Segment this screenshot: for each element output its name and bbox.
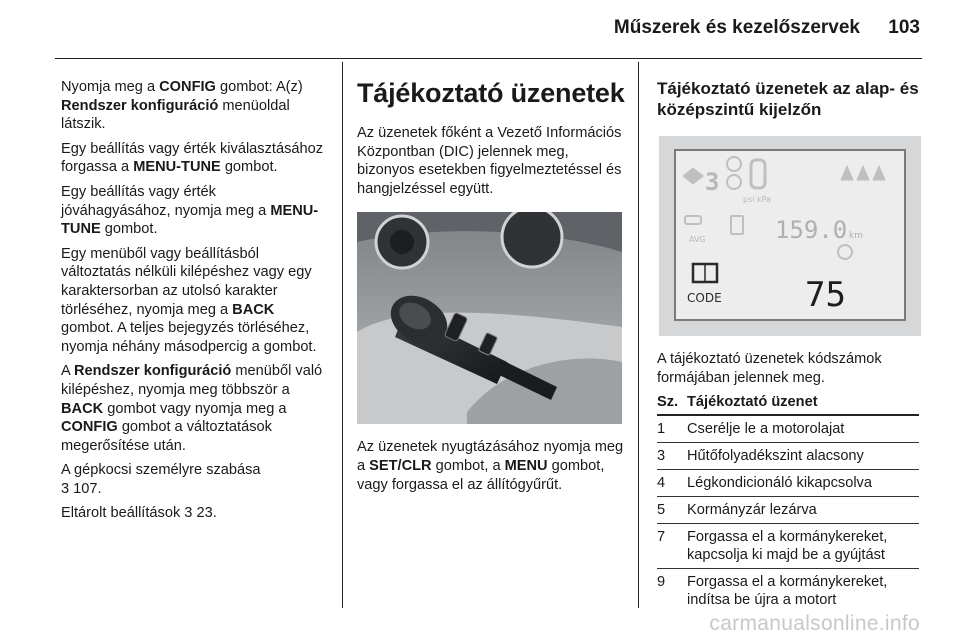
svg-text:AVG: AVG xyxy=(689,235,706,244)
cross-reference-link[interactable]: Eltárolt beállítások 3 23. xyxy=(61,505,217,522)
table-row: 3 Hűtőfolyadékszint alacsony xyxy=(657,442,919,469)
header-rule xyxy=(55,58,922,59)
paragraph: Az üzenetek nyugtázásához nyomja meg a SET/CLR gombot, a MENU gombot, vagy forgassa el az állítógyűrűt. xyxy=(357,439,624,493)
watermark: carmanualsonline.info xyxy=(709,612,920,635)
section-title: Tájékoztató üzenetek xyxy=(357,78,625,108)
column-header: Tájékoztató üzenet xyxy=(687,392,919,415)
dic-display-illustration xyxy=(659,136,921,336)
svg-text:psi kPa: psi kPa xyxy=(743,195,772,204)
table-row: 9 Forgassa el a kormánykereket, indítsa be újra a motort xyxy=(657,573,888,608)
column-divider xyxy=(342,62,343,608)
page-header xyxy=(0,0,960,60)
svg-text:75: 75 xyxy=(805,275,846,315)
paragraph: Egy menüből vagy beállításból változtatás nélküli kilépéshez vagy egy karaktersorban az utolsó karakter törléséhez, nyomja meg a BACK gombot. A teljes bejegyzés törléséhez, nyomja néhány másodpercig a gombot. xyxy=(61,245,317,355)
svg-text:km: km xyxy=(849,231,863,241)
table-header-row xyxy=(657,392,919,415)
figure-caption: A tájékoztató üzenetek kódszámok formájában jelennek meg. xyxy=(657,351,882,386)
paragraph: Egy beállítás vagy érték jóváhagyásához, nyomja meg a MENU-TUNE gombot. xyxy=(61,183,319,238)
paragraph: A gépkocsi személyre szabása 3 107. xyxy=(61,462,261,497)
message-code-table xyxy=(657,392,919,613)
table-row: 4 Légkondicionáló kikapcsolva xyxy=(657,469,919,496)
page-number: 103 xyxy=(888,17,920,38)
section-title: Tájékoztató üzenetek az alap- és középszintű kijelzőn xyxy=(657,79,919,119)
svg-text:CODE: CODE xyxy=(687,291,722,305)
paragraph: A Rendszer konfiguráció menüből való kilépéshez, nyomja meg többször a BACK gombot vagy nyomja meg a CONFIG gombot a változtatások megerősítése után. xyxy=(61,363,323,454)
column-1 xyxy=(61,78,329,529)
column-divider xyxy=(638,62,639,608)
paragraph: Egy beállítás vagy érték kiválasztásához forgassa a MENU-TUNE gombot. xyxy=(61,140,324,176)
steering-stalk-photo xyxy=(357,212,622,424)
chapter-title: Műszerek és kezelőszervek xyxy=(613,17,860,38)
column-2 xyxy=(357,78,625,500)
svg-text:159.0: 159.0 xyxy=(775,216,848,244)
column-header: Sz. xyxy=(657,392,687,415)
svg-text:3: 3 xyxy=(705,168,720,196)
table-row: 1 Cserélje le a motorolajat xyxy=(657,415,919,443)
paragraph: Nyomja meg a CONFIG gombot: A(z) Rendszer konfiguráció menüoldal látszik. xyxy=(61,79,303,133)
table-row: 5 Kormányzár lezárva xyxy=(657,496,919,523)
column-3 xyxy=(657,78,925,613)
table-row: 7 Forgassa el a kormánykereket, kapcsolja ki majd be a gyújtást xyxy=(657,523,919,568)
cross-reference-link[interactable]: 3 107. xyxy=(61,480,102,497)
intro-paragraph: Az üzenetek főként a Vezető Információs Központban (DIC) jelennek meg, bizonyos esetekben figyelmeztetéssel és hangjelzéssel együtt. xyxy=(357,125,622,197)
